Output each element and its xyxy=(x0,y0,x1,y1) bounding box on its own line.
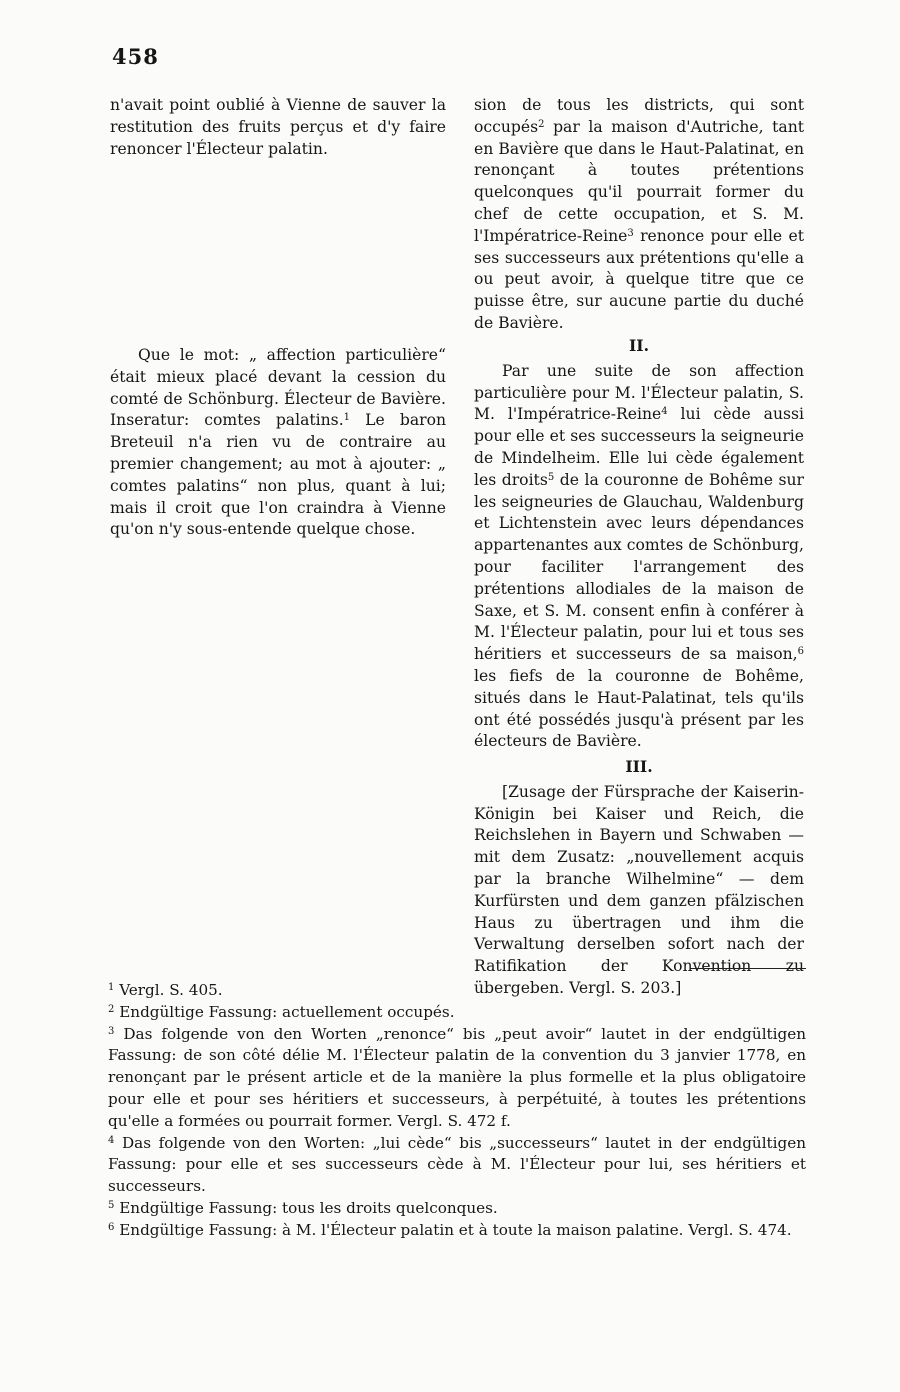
footnote-6-num: 6 xyxy=(108,1221,115,1233)
footnote-4-text: Das folgende von den Worten: „lui cède“ bis „successeurs“ lautet in der endgültigen Fassung: pour elle et ses successeurs cède à M. l'Électeur pour lui, ses héritiers et successeurs. xyxy=(108,1133,807,1196)
left-paragraph-2-tail: Le baron Breteuil n'a rien vu de contraire au premier changement; au mot à ajouter: „ comtes palatins“ non plus, quant à lui; mais il croit que l'on craindra à Vienne qu'on n'y sous-entende quelque chose. xyxy=(110,411,446,539)
section-2-a: Par une suite de son affection particulière pour M. l'Électeur palatin, S. M. l'Impératrice-Reine xyxy=(474,361,804,424)
right-paragraph-1-b: par la maison d'Autriche, tant en Bavière que dans le Haut-Palatinat, en renonçant à toutes prétentions quelconques qu'il pourrait former du chef de cette occupation, et S. M. l'Impératrice-Reine xyxy=(474,117,804,245)
right-column-top xyxy=(474,95,804,335)
footnote-1-num: 1 xyxy=(108,982,115,993)
footnote-ref-1: 1 xyxy=(343,412,351,424)
page-number: 458 xyxy=(112,44,159,69)
left-paragraph-2 xyxy=(110,345,446,541)
footnotes xyxy=(108,980,806,1242)
footnote-2-num: 2 xyxy=(108,1003,115,1015)
footnote-ref-2: 2 xyxy=(538,118,545,130)
left-column-note xyxy=(110,345,446,541)
footnote-3-text: Das folgende von den Worten „renonce“ bis „peut avoir“ lautet in der endgültigen Fassung: de son côté délie M. l'Électeur palatin de la convention du 3 janvier 1778, en renonçant par le présent article et de la manière la plus formelle et la plus obligatoire pour elle et pour ses héritiers et successeurs, à perpétuité, à toutes les prétentions qu'elle a formées ou pourrait former. Vergl. S. 472 f. xyxy=(108,1024,806,1130)
section-2-heading: II. xyxy=(628,336,650,355)
footnote-ref-6: 6 xyxy=(797,646,804,658)
footnote-1 xyxy=(108,980,806,1002)
footnote-4-num: 4 xyxy=(108,1134,115,1146)
footnote-rule xyxy=(690,968,806,969)
footnote-5-text: Endgültige Fassung: tous les droits quelconques. xyxy=(119,1198,498,1217)
right-paragraph-1-c: renonce pour elle et ses successeurs aux prétentions qu'elle a ou peut avoir, à quelque titre que ce puisse être, sur aucune partie du duché de Bavière. xyxy=(474,226,804,332)
footnote-ref-4: 4 xyxy=(661,406,668,418)
left-paragraph-1: n'avait point oublié à Vienne de sauver la restitution des fruits perçus et d'y faire renoncer l'Électeur palatin. xyxy=(110,96,446,158)
section-2-b: lui cède aussi pour elle et ses successeurs la seigneurie de Mindelheim. Elle lui cède également les droits xyxy=(474,405,804,489)
section-2-c: de la couronne de Bohême sur les seigneuries de Glauchau, Waldenburg et Lichtenstein avec leurs dépendances appartenantes aux comtes de Schönburg, pour faciliter l'arrangement des prétentions allodiales de la maison de Saxe, et S. M. consent enfin à conférer à M. l'Électeur palatin, pour lui et tous ses héritiers et successeurs de sa maison, xyxy=(474,470,804,664)
section-3 xyxy=(474,748,804,1000)
footnote-1-text: Vergl. S. 405. xyxy=(119,981,223,999)
left-column-top xyxy=(110,95,446,160)
left-paragraph-2-text: Que le mot: „ affection particulière“ était mieux placé devant la cession du comté de Schönburg. Électeur de Bavière. Inseratur: comtes palatins. xyxy=(110,346,446,430)
footnote-2-text: Endgültige Fassung: actuellement occupés. xyxy=(119,1002,455,1021)
footnote-5 xyxy=(108,1198,806,1220)
footnote-3-num: 3 xyxy=(108,1025,115,1037)
section-2-d: les fiefs de la couronne de Bohême, situés dans le Haut-Palatinat, tels qu'ils ont été possédés jusqu'à présent par les électeurs de Bavière. xyxy=(474,666,804,751)
right-paragraph-1 xyxy=(474,95,804,335)
footnote-6-text: Endgültige Fassung: à M. l'Électeur palatin et à toute la maison palatine. Vergl. S. 474. xyxy=(119,1220,792,1239)
right-paragraph-1-a: sion de tous les districts, qui sont occupés xyxy=(474,96,804,136)
section-2-paragraph xyxy=(474,361,804,753)
footnote-ref-3: 3 xyxy=(627,227,634,239)
section-3-paragraph: [Zusage der Fürsprache der Kaiserin-Königin bei Kaiser und Reich, die Reichslehen in Bayern und Schwaben — mit dem Zusatz: „nouvellement acquis par la branche Wilhelmine“ — dem Kurfürsten und dem ganzen pfälzischen Haus zu übertragen und ihm die Verwaltung derselben sofort nach der Ratifikation der Konvention zu übergeben. Vergl. S. 203.] xyxy=(474,782,804,997)
footnote-3 xyxy=(108,1024,806,1133)
footnote-ref-5: 5 xyxy=(547,471,555,483)
section-3-heading: III. xyxy=(625,757,653,776)
footnote-5-num: 5 xyxy=(108,1199,115,1211)
section-2 xyxy=(474,327,804,753)
footnote-4 xyxy=(108,1133,806,1198)
footnote-6 xyxy=(108,1220,806,1242)
footnote-2 xyxy=(108,1002,806,1024)
